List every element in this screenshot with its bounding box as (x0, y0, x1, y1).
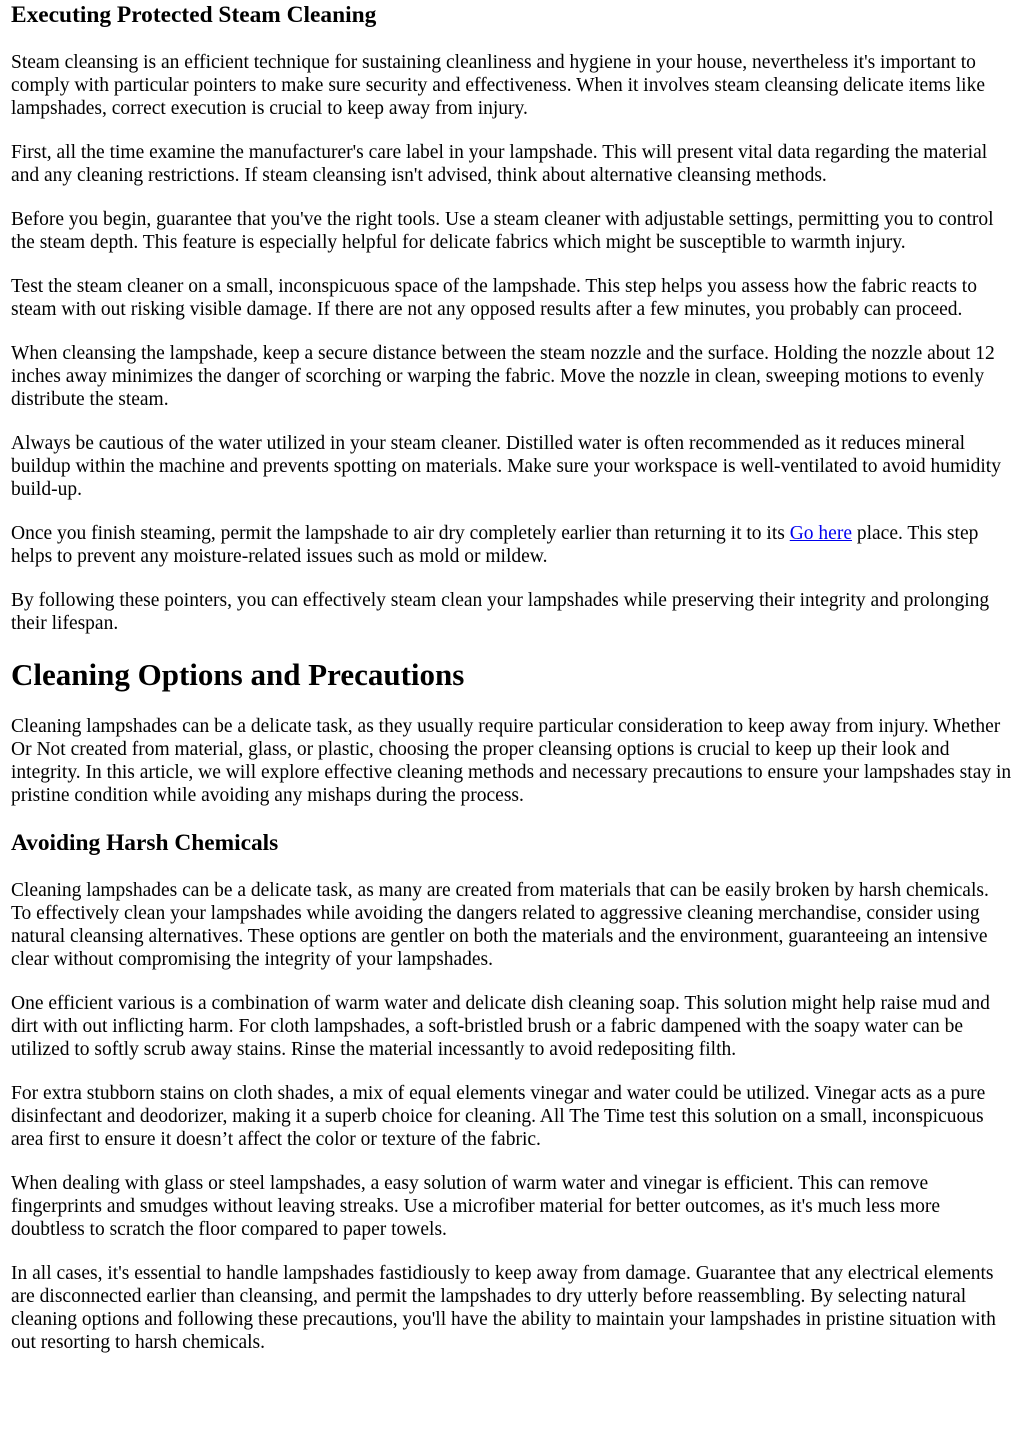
paragraph: First, all the time examine the manufacturer's care label in your lampshade. This will present vital data regarding the material and any cleaning restrictions. If steam cleansing isn't advised, think about alternative cleansing methods. (11, 142, 988, 187)
paragraph: By following these pointers, you can effectively steam clean your lampshades while preserving their integrity and prolonging their lifespan. (11, 590, 990, 635)
paragraph: One efficient various is a combination of warm water and delicate dish cleaning soap. This solution might help raise mud and dirt with out inflicting harm. For cloth lampshades, a soft-bristled brush or a fabric dampened with the soapy water can be utilized to softly scrub away stains. Rinse the material incessantly to avoid redepositing filth. (11, 993, 990, 1061)
paragraph: In all cases, it's essential to handle lampshades fastidiously to keep away from damage. Guarantee that any electrical elements are disconnected earlier than cleansing, and permit the lampshades to dry utterly before reassembling. By selecting natural cleaning options and following these precautions, you'll have the ability to maintain your lampshades in pristine situation with out resorting to harsh chemicals. (11, 1263, 996, 1354)
paragraph: When dealing with glass or steel lampshades, a easy solution of warm water and vinegar is efficient. This can remove fingerprints and smudges without leaving streaks. Use a microfiber material for better outcomes, as it's much less more doubtless to scratch the floor compared to paper towels. (11, 1173, 940, 1241)
paragraph: When cleansing the lampshade, keep a secure distance between the steam nozzle and the surface. Holding the nozzle about 12 inches away minimizes the danger of scorching or warping the fabric. Move the nozzle in clean, sweeping motions to evenly distribute the steam. (11, 343, 995, 411)
paragraph: For extra stubborn stains on cloth shades, a mix of equal elements vinegar and water could be utilized. Vinegar acts as a pure disinfectant and deodorizer, making it a superb choice for cleaning. All The Time test this solution on a small, inconspicuous area first to ensure it doesn’t affect the color or texture of the fabric. (11, 1083, 986, 1151)
paragraph: Cleaning lampshades can be a delicate task, as they usually require particular consideration to keep away from injury. Whether Or Not created from material, glass, or plastic, choosing the proper cleansing options is crucial to keep up their look and integrity. In this article, we will explore effective cleaning methods and necessary precautions to ensure your lampshades stay in pristine condition while avoiding any mishaps during the process. (11, 716, 1012, 807)
section-heading-steam-cleaning: Executing Protected Steam Cleaning (11, 2, 377, 28)
go-here-link[interactable]: Go here (789, 523, 852, 545)
section-heading-harsh-chemicals: Avoiding Harsh Chemicals (11, 830, 279, 857)
paragraph-text-after-link: place. This step helps to prevent any moisture-related issues such as mold or mildew. (11, 523, 979, 568)
paragraph: Steam cleansing is an efficient technique for sustaining cleanliness and hygiene in your house, nevertheless it's important to comply with particular pointers to make sure security and effectiveness. When it involves steam cleansing delicate items like lampshades, correct execution is crucial to keep away from injury. (11, 52, 985, 120)
paragraph: Test the steam cleaner on a small, inconspicuous space of the lampshade. This step helps you assess how the fabric reacts to steam with out risking visible damage. If there are not any opposed results after a few minutes, you probably can proceed. (11, 276, 977, 321)
section-heading-cleaning-options: Cleaning Options and Precautions (11, 657, 465, 693)
paragraph-text-before-link: Once you finish steaming, permit the lampshade to air dry completely earlier than returning it to its (11, 523, 790, 545)
paragraph: Cleaning lampshades can be a delicate task, as many are created from materials that can be easily broken by harsh chemicals. To effectively clean your lampshades while avoiding the dangers related to aggressive cleaning merchandise, consider using natural cleansing alternatives. These options are gentler on both the materials and the environment, guaranteeing an intensive clear without compromising the integrity of your lampshades. (11, 880, 989, 971)
paragraph: Always be cautious of the water utilized in your steam cleaner. Distilled water is often recommended as it reduces mineral buildup within the machine and prevents spotting on materials. Make sure your workspace is well-ventilated to avoid humidity build-up. (11, 433, 1001, 501)
paragraph: Before you begin, guarantee that you've the right tools. Use a steam cleaner with adjustable settings, permitting you to control the steam depth. This feature is especially helpful for delicate fabrics which might be susceptible to warmth injury. (11, 209, 994, 254)
paragraph-with-link (11, 522, 1013, 568)
